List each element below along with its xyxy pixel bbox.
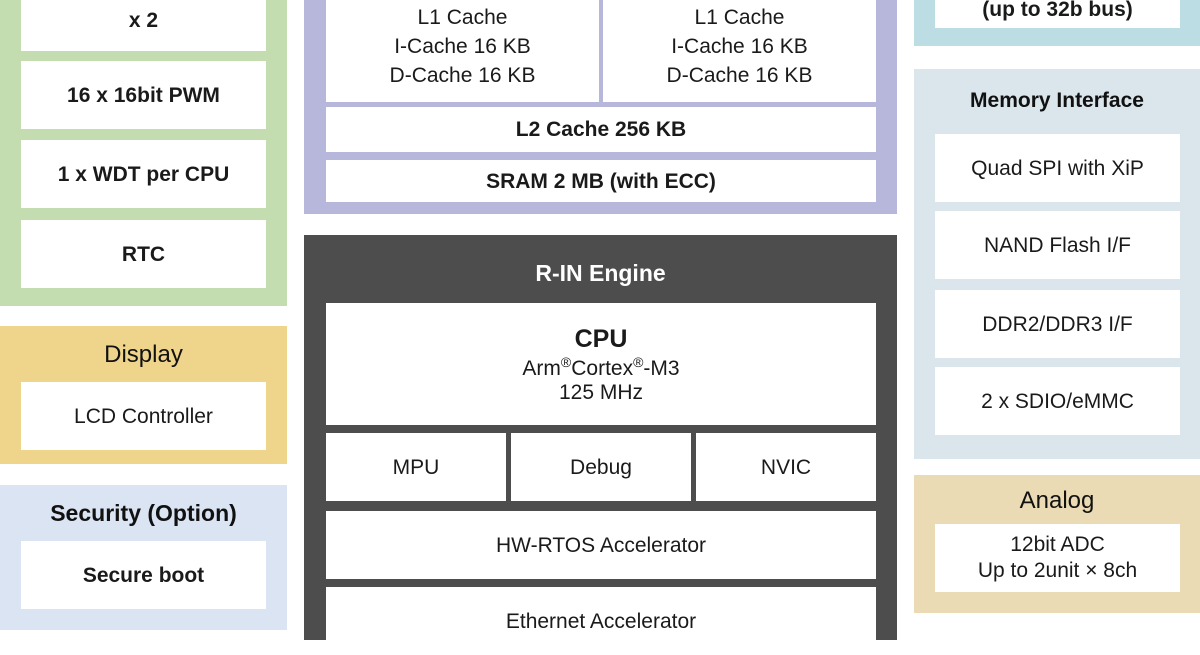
analog-panel — [914, 475, 1200, 613]
hw-rtos-label: HW-RTOS Accelerator — [495, 533, 707, 557]
display-panel — [0, 326, 287, 464]
l2-cache-label: L2 Cache 256 KB — [515, 118, 687, 141]
timers-panel — [0, 0, 287, 306]
timers-item-count — [21, 0, 266, 51]
sdio-label: 2 x SDIO/eMMC — [981, 389, 1134, 413]
rin-cpu-core-reg2: ® — [633, 354, 644, 370]
rin-cpu-core-arm: Arm — [522, 357, 561, 380]
rin-engine-title: R-IN Engine — [535, 260, 666, 286]
l1-right-title: L1 Cache — [694, 5, 785, 29]
lcd-controller-label: LCD Controller — [74, 404, 213, 428]
nand-flash-box — [935, 211, 1180, 279]
cpu-cluster-panel — [304, 0, 897, 214]
l1-left-icache: I-Cache 16 KB — [394, 34, 531, 58]
sram-label: SRAM 2 MB (with ECC) — [486, 169, 716, 193]
mpu-box — [326, 433, 506, 501]
quad-spi-label: Quad SPI with XiP — [971, 156, 1144, 180]
timers-item-count-label: x 2 — [128, 9, 159, 32]
rin-cpu-core-cortex: Cortex — [571, 357, 634, 380]
rin-cpu-title: CPU — [574, 325, 628, 353]
ethernet-accel-box — [326, 587, 876, 655]
bus-label: (up to 32b bus) — [982, 0, 1133, 21]
l1-left-title: L1 Cache — [417, 5, 508, 29]
rin-engine-panel — [304, 235, 897, 640]
debug-label: Debug — [570, 455, 632, 479]
debug-box — [511, 433, 691, 501]
memory-panel — [914, 69, 1200, 459]
nand-flash-label: NAND Flash I/F — [983, 233, 1132, 257]
rin-cpu-freq: 125 MHz — [558, 381, 644, 404]
memory-title: Memory Interface — [970, 89, 1144, 112]
bus-panel — [914, 0, 1200, 46]
secure-boot-label: Secure boot — [82, 563, 205, 587]
lcd-controller-box — [21, 382, 266, 450]
ethernet-accel-label: Ethernet Accelerator — [505, 610, 697, 633]
timers-item-pwm — [21, 61, 266, 129]
mpu-label: MPU — [392, 455, 440, 479]
timers-item-wdt-label: 1 x WDT per CPU — [57, 162, 230, 186]
l2-cache-box — [326, 107, 876, 152]
rin-cpu-core-m3: -M3 — [643, 357, 680, 380]
hw-rtos-box — [326, 511, 876, 579]
rin-cpu-core-reg: ® — [560, 354, 572, 370]
ddr-box — [935, 290, 1180, 358]
l1-cache-left-box — [326, 0, 599, 102]
timers-item-rtc-label: RTC — [121, 242, 166, 266]
bus-box — [935, 0, 1180, 28]
ddr-label: DDR2/DDR3 I/F — [982, 312, 1133, 336]
security-title: Security (Option) — [50, 500, 237, 526]
l1-cache-right-box — [603, 0, 876, 102]
nvic-box — [696, 433, 876, 501]
rin-cpu-box — [326, 303, 876, 425]
l1-right-dcache: D-Cache 16 KB — [666, 63, 813, 87]
analog-title: Analog — [1019, 487, 1095, 514]
sram-box — [326, 160, 876, 202]
sdio-box — [935, 367, 1180, 435]
secure-boot-box — [21, 541, 266, 609]
timers-item-wdt — [21, 140, 266, 208]
nvic-label: NVIC — [760, 455, 812, 479]
display-title: Display — [104, 341, 183, 368]
timers-item-rtc — [21, 220, 266, 288]
adc-line1: 12bit ADC — [1010, 533, 1105, 556]
timers-item-pwm-label: 16 x 16bit PWM — [67, 83, 220, 107]
rin-cpu-core — [522, 354, 680, 381]
adc-box — [935, 524, 1180, 592]
l1-right-icache: I-Cache 16 KB — [671, 34, 808, 58]
l1-left-dcache: D-Cache 16 KB — [389, 63, 536, 87]
security-panel — [0, 485, 287, 630]
quad-spi-box — [935, 134, 1180, 202]
adc-line2: Up to 2unit × 8ch — [977, 559, 1138, 582]
